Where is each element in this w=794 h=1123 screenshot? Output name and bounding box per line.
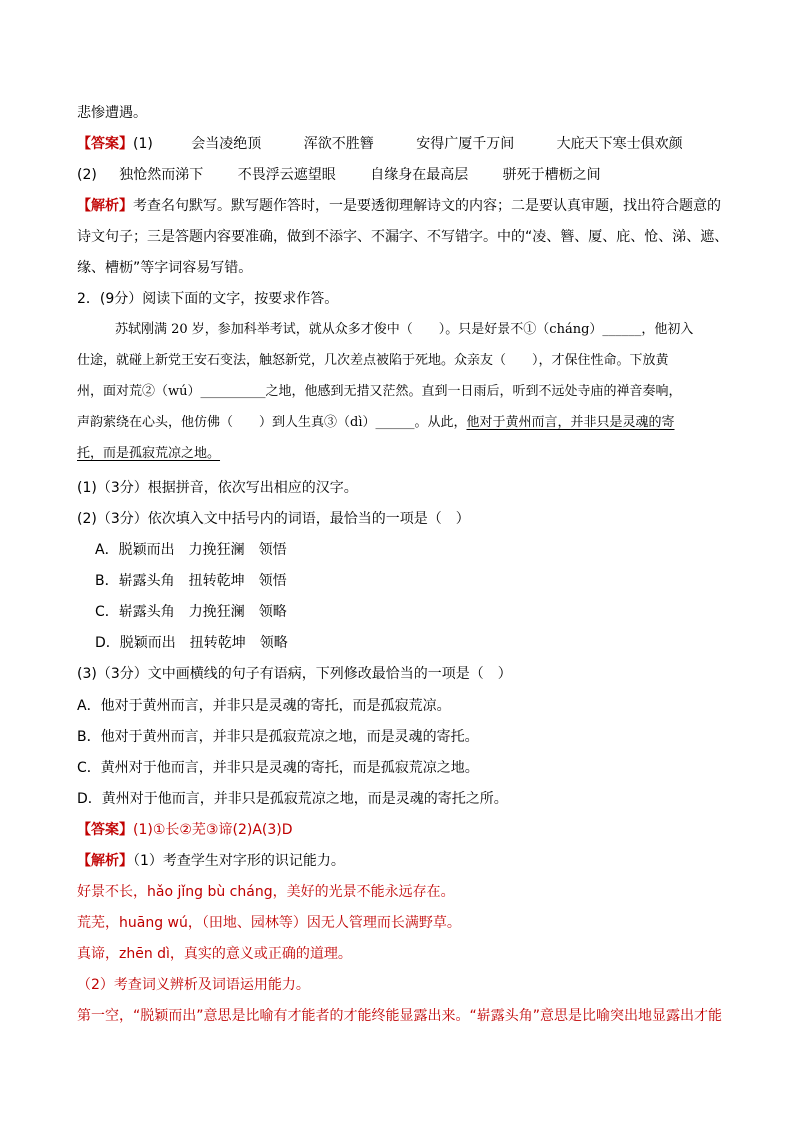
answer-item: 骈死于槽枥之间: [502, 167, 601, 183]
underlined-sentence: 他对于黄州而言，并非只是灵魂的寄: [466, 415, 675, 430]
option-b: B．他对于黄州而言，并非只是孤寂荒凉之地，而是灵魂的寄托。: [77, 729, 479, 745]
q2-analysis-line1: [77, 851, 345, 871]
option-word: 扭转乾坤: [188, 573, 245, 589]
q2-stem: 2．(9分）阅读下面的文字，按要求作答。: [77, 291, 339, 307]
answer-item: 独怆然而涕下: [119, 167, 204, 183]
underlined-sentence: 托，而是孤寂荒凉之地。: [77, 446, 221, 461]
analysis-tag: 解析: [91, 853, 119, 869]
passage-line: [77, 444, 220, 464]
passage-text: 声韵萦绕在心头，他仿佛（ ）到人生真③（dì）______。从此，: [77, 415, 467, 430]
answer-tag: 答案: [91, 822, 119, 838]
option-label: D．: [95, 635, 120, 651]
option-a: [95, 540, 287, 560]
answer-text: (1)①长②芜③谛(2)A(3)D: [133, 822, 293, 838]
option-word: 领悟: [258, 573, 287, 589]
analysis-text: （1）考查学生对字形的识记能力。: [133, 853, 345, 869]
analysis-tag-open: 【: [77, 853, 91, 869]
answer-row2-number: (2): [77, 167, 97, 183]
passage-line: [77, 413, 675, 433]
answer-item: 会当凌绝顶: [191, 136, 262, 152]
option-word: 扭转乾坤: [189, 635, 246, 651]
q1-answer-row2: [77, 165, 601, 185]
option-d: D．黄州对于他而言，并非只是孤寂荒凉之地，而是灵魂的寄托之所。: [77, 791, 508, 807]
answer-item: 不畏浮云遮望眼: [237, 167, 336, 183]
answer-item: 大庇天下寒士俱欢颜: [556, 136, 683, 152]
option-word: 领略: [258, 604, 287, 620]
option-word: 力挽狂澜: [188, 604, 245, 620]
option-word: 领略: [259, 635, 288, 651]
analysis-tag-close: 】: [119, 198, 133, 214]
analysis-line: 荒芜，huāng wú，（田地、园林等）因无人管理而长满野草。: [77, 915, 461, 931]
option-a: A．他对于黄州而言，并非只是灵魂的寄托，而是孤寂荒凉。: [77, 698, 451, 714]
option-label: B．: [95, 573, 119, 589]
option-c: [95, 602, 287, 622]
answer-item: 自缘身在最高层: [370, 167, 469, 183]
option-word: 崭露头角: [118, 604, 175, 620]
q2-answer: [77, 820, 293, 840]
answer-tag-open: 【: [77, 136, 91, 152]
answer-tag-open: 【: [77, 822, 91, 838]
answer-tag-close: 】: [119, 136, 133, 152]
option-label: A．: [95, 542, 119, 558]
option-c: C．黄州对于他而言，并非只是灵魂的寄托，而是孤寂荒凉之地。: [77, 760, 479, 776]
q1-analysis-line2: 诗文句子；三是答题内容要准确，做到不添字、不漏字、不写错字。中的“凌、簪、厦、庇、怆、涕、遮、: [77, 229, 729, 245]
analysis-text: 考查名句默写。默写题作答时，一是要透彻理解诗文的内容；二是要认真审题，找出符合题意的: [133, 198, 721, 214]
analysis-tag-open: 【: [77, 198, 91, 214]
analysis-line: （2）考查词义辨析及词语运用能力。: [77, 977, 310, 993]
option-label: C．: [95, 604, 119, 620]
option-word: 领悟: [258, 542, 287, 558]
answer-item: 安得广厦千万间: [416, 136, 515, 152]
answer-tag: 答案: [91, 136, 119, 152]
prev-text: 悲惨遭遇。: [77, 105, 147, 121]
analysis-tag-close: 】: [119, 853, 133, 869]
answer-row1-number: (1): [133, 136, 153, 152]
answer-tag-close: 】: [119, 822, 133, 838]
option-word: 脱颖而出: [119, 635, 176, 651]
passage-line: 仕途，就碰上新党王安石变法，触怒新党，几次差点被陷于死地。众亲友（ ），才保住性命。下放黄: [77, 353, 669, 368]
sub-question-1: (1)（3分）根据拼音，依次写出相应的汉字。: [77, 480, 358, 496]
passage-line: 州，面对荒②（wú）__________之地，他感到无措又茫然。直到一日雨后，听到不远处寺庙的禅音奏响，: [77, 384, 682, 399]
answer-item: 浑欲不胜簪: [303, 136, 374, 152]
option-word: 脱颖而出: [118, 542, 175, 558]
q1-answer-row1: [77, 134, 683, 154]
q1-analysis-line1: [77, 196, 721, 216]
option-word: 崭露头角: [118, 573, 175, 589]
option-word: 力挽狂澜: [188, 542, 245, 558]
q1-analysis-line3: 缘、槽枥”等字词容易写错。: [77, 260, 253, 276]
sub-question-3: (3)（3分）文中画横线的句子有语病，下列修改最恰当的一项是（ ）: [77, 666, 512, 682]
analysis-line: 好景不长，hǎo jǐng bù cháng，美好的光景不能永远存在。: [77, 884, 455, 900]
option-b: [95, 571, 287, 591]
option-d: [95, 633, 288, 653]
sub-question-2: (2)（3分）依次填入文中括号内的词语，最恰当的一项是（ ）: [77, 511, 470, 527]
passage-line: 苏轼刚满 20 岁，参加科举考试，就从众多才俊中（ ）。只是好景不①（cháng）______，他初入: [115, 322, 694, 337]
analysis-line: 真谛，zhēn dì，真实的意义或正确的道理。: [77, 946, 352, 962]
analysis-line: 第一空，“脱颖而出”意思是比喻有才能者的才能终能显露出来。“崭露头角”意思是比喻突出地显露出才能: [77, 1008, 723, 1024]
analysis-tag: 解析: [91, 198, 119, 214]
